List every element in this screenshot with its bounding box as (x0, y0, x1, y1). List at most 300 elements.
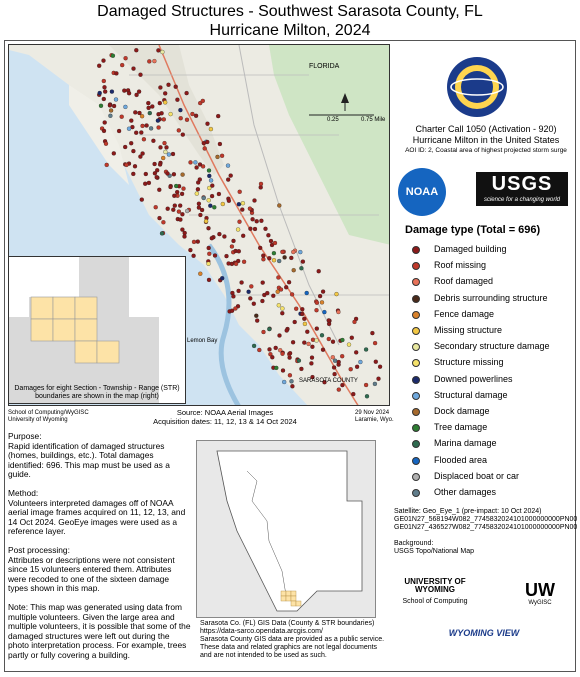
damage-point (277, 259, 281, 263)
damage-point (153, 171, 157, 175)
charter-line-2: Hurricane Milton in the United States (412, 135, 560, 145)
damage-point (274, 366, 278, 370)
damage-point (261, 281, 265, 285)
damage-point (124, 56, 128, 60)
damage-point (171, 152, 175, 156)
damage-point (217, 232, 221, 236)
legend-marker-icon (412, 392, 420, 400)
damage-point (321, 348, 325, 352)
damage-point (241, 234, 245, 238)
source-line-2: Acquisition dates: 11, 12, 13 & 14 Oct 2024 (153, 417, 297, 426)
damage-point (267, 327, 271, 331)
damage-point (202, 196, 206, 200)
damage-point (110, 90, 114, 94)
damage-point (202, 141, 206, 145)
state-label: FLORIDA (309, 63, 340, 70)
damage-point (290, 384, 294, 388)
damage-point (297, 359, 301, 363)
inset-canvas (9, 257, 185, 403)
damage-point (365, 394, 369, 398)
damage-point (139, 131, 143, 135)
damage-point (240, 208, 244, 212)
damage-point (198, 213, 202, 217)
legend-marker-icon (412, 376, 420, 384)
damage-point (234, 262, 238, 266)
damage-point (171, 208, 175, 212)
damage-point (103, 121, 107, 125)
damage-point (156, 119, 160, 123)
legend-marker-icon (412, 457, 420, 465)
damage-point (162, 117, 166, 121)
damage-point (120, 115, 124, 119)
damage-point (174, 184, 178, 188)
damage-point (200, 208, 204, 212)
damage-point (210, 194, 214, 198)
damage-point (102, 59, 106, 63)
damage-point (259, 219, 263, 223)
damage-point (218, 142, 222, 146)
damage-point (158, 86, 162, 90)
purpose-heading: Purpose: (8, 431, 42, 441)
damage-point (261, 254, 265, 258)
damage-point (280, 250, 284, 254)
damage-point (166, 172, 170, 176)
damage-point (144, 172, 148, 176)
str-inset-map (8, 256, 186, 404)
damage-point (364, 348, 368, 352)
damage-point (161, 156, 165, 160)
method-text: Volunteers interpreted damages off of NOAA aerial image frames acquired on 11, 12, 13, and 14 Oct 2024. GeoEye images were used as a reference layer. (8, 497, 186, 537)
damage-point (150, 105, 154, 109)
damage-point (209, 178, 213, 182)
damage-point (167, 153, 171, 157)
damage-point (192, 254, 196, 258)
damage-point (105, 163, 109, 167)
damage-point (262, 330, 266, 334)
legend-label: Other damages (434, 487, 497, 497)
damage-point (255, 319, 259, 323)
damage-point (310, 356, 314, 360)
damage-point (253, 227, 257, 231)
damage-point (317, 269, 321, 273)
damage-point (279, 288, 283, 292)
damage-point (134, 48, 138, 52)
damage-point (143, 182, 147, 186)
damage-point (99, 104, 103, 108)
left-footer (8, 410, 89, 424)
damage-point (145, 124, 149, 128)
damage-point (103, 85, 107, 89)
damage-point (249, 284, 253, 288)
damage-point (208, 204, 212, 208)
damage-point (169, 112, 173, 116)
damage-point (206, 122, 210, 126)
damage-point (97, 64, 101, 68)
damage-point (192, 240, 196, 244)
damage-point (104, 142, 108, 146)
damage-point (182, 187, 186, 191)
legend-label: Downed powerlines (434, 373, 513, 384)
damage-point (108, 114, 112, 118)
damage-point (196, 187, 200, 191)
right-footer-line-2: Laramie, Wyo. (355, 417, 394, 423)
damage-point (180, 212, 184, 216)
damage-point (141, 124, 145, 128)
damage-point (322, 310, 326, 314)
damage-point (233, 307, 237, 311)
damage-point (177, 128, 181, 132)
damage-point (122, 89, 126, 93)
damage-point (302, 317, 306, 321)
damage-point (138, 111, 142, 115)
damage-point (305, 330, 309, 334)
damage-point (232, 239, 236, 243)
damage-point (123, 105, 127, 109)
damage-point (135, 93, 139, 97)
damage-point (261, 257, 265, 261)
damage-point (248, 227, 252, 231)
damage-point (207, 169, 211, 173)
damage-point (134, 131, 138, 135)
damage-point (159, 145, 163, 149)
damage-point (290, 379, 294, 383)
damage-point (353, 320, 357, 324)
damage-point (172, 194, 176, 198)
damage-point (178, 204, 182, 208)
title-line-2: Hurricane Milton, 2024 (209, 22, 371, 39)
damage-point (291, 250, 295, 254)
damage-point (321, 290, 325, 294)
damage-point (264, 227, 268, 231)
damage-point (276, 276, 280, 280)
damage-point (283, 255, 287, 259)
usgs-tagline: science for a changing world (483, 197, 561, 203)
damage-point (195, 192, 199, 196)
damage-point (226, 164, 230, 168)
legend-marker-icon (412, 489, 420, 497)
damage-point (157, 112, 161, 116)
damage-point (147, 59, 151, 63)
damage-point (248, 207, 252, 211)
damage-point (210, 184, 214, 188)
damage-point (252, 344, 256, 348)
damage-point (238, 190, 242, 194)
usgs-logo-icon (476, 172, 568, 206)
damage-point (309, 361, 313, 365)
credit-line-2: https://data-sarco.opendata.arcgis.com/ (200, 628, 323, 635)
source-line-1: Source: NOAA Aerial Images (176, 408, 274, 417)
damage-point (196, 240, 200, 244)
damage-point (281, 369, 285, 373)
damage-point (237, 202, 241, 206)
damage-point (237, 249, 241, 253)
damage-point (281, 352, 285, 356)
damage-point (277, 303, 281, 307)
damage-point (161, 220, 165, 224)
damage-point (98, 91, 102, 95)
damage-point (225, 254, 229, 258)
county-label: SARASOTA COUNTY (299, 378, 358, 384)
damage-point (163, 91, 167, 95)
damage-point (273, 241, 277, 245)
damage-point (332, 366, 336, 370)
damage-point (201, 99, 205, 103)
damage-point (364, 383, 368, 387)
damage-point (231, 294, 235, 298)
damage-point (108, 103, 112, 107)
damage-point (147, 181, 151, 185)
damage-point (148, 111, 152, 115)
legend-marker-icon (412, 327, 420, 335)
legend-marker-icon (412, 473, 420, 481)
damage-point (370, 331, 374, 335)
damage-point (248, 296, 252, 300)
damage-point (238, 220, 242, 224)
damage-point (285, 329, 289, 333)
damage-point (152, 59, 156, 63)
damage-point (204, 219, 208, 223)
credit-line-3: Sarasota County GIS data are provided as a public service. These data and related graphics are not legal documents and are not intended to be used as such. (200, 636, 385, 659)
right-footer (355, 410, 394, 424)
county-canvas (197, 441, 375, 617)
damage-point (188, 248, 192, 252)
right-footer-line-1: 29 Nov 2024 (355, 410, 390, 416)
damage-point (133, 164, 137, 168)
damage-point (146, 101, 150, 105)
damage-point (207, 174, 211, 178)
damage-point (109, 109, 113, 113)
damage-point (177, 210, 181, 214)
damage-point (190, 112, 194, 116)
damage-point (268, 347, 272, 351)
damage-point (265, 291, 269, 295)
description-panel (8, 432, 191, 669)
legend-label: Marina damage (434, 438, 497, 449)
damage-point (266, 233, 270, 237)
legend-label: Debris surrounding structure (434, 292, 548, 303)
damage-point (222, 235, 226, 239)
damage-point (374, 360, 378, 364)
damage-point (373, 341, 377, 345)
uw-mark: UW (525, 580, 555, 600)
damage-point (315, 308, 319, 312)
uw-logo (402, 578, 468, 606)
damage-point (197, 202, 201, 206)
damage-point (102, 129, 106, 133)
damage-point (138, 155, 142, 159)
legend-marker-icon (412, 295, 420, 303)
damage-point (303, 322, 307, 326)
damage-point (102, 97, 106, 101)
left-footer-line-1: School of Computing/WyGISC (8, 410, 89, 416)
damage-point (226, 178, 230, 182)
damage-point (337, 360, 341, 364)
damage-point (153, 162, 157, 166)
legend-label: Missing structure (434, 325, 503, 335)
damage-point (209, 127, 213, 131)
damage-point (300, 312, 304, 316)
damage-point (253, 199, 257, 203)
damage-point (333, 359, 337, 363)
damage-point (207, 252, 211, 256)
uw-name: UNIVERSITY OF WYOMING (404, 577, 466, 594)
damage-point (299, 367, 303, 371)
charter-logo-icon (446, 56, 508, 118)
damage-point (257, 348, 261, 352)
damage-point (221, 202, 225, 206)
damage-point (160, 231, 164, 235)
damage-point (207, 246, 211, 250)
damage-point (340, 338, 344, 342)
damage-point (133, 110, 137, 114)
damage-point (217, 192, 221, 196)
damage-point (240, 281, 244, 285)
damage-point (254, 314, 258, 318)
damage-point (163, 141, 167, 145)
charter-line-1: Charter Call 1050 (Activation - 920) (415, 124, 557, 134)
method-heading: Method: (8, 487, 39, 498)
damage-point (189, 160, 193, 164)
damage-point (301, 260, 305, 264)
left-footer-line-2: University of Wyoming (8, 417, 68, 423)
damage-point (290, 292, 294, 296)
damage-point (288, 373, 292, 377)
damage-point (377, 377, 381, 381)
damage-point (278, 334, 282, 338)
damage-point (277, 204, 281, 208)
damage-point (287, 280, 291, 284)
damage-point (336, 310, 340, 314)
damage-point (270, 355, 274, 359)
damage-point (165, 145, 169, 149)
damage-point (331, 340, 335, 344)
damage-point (288, 351, 292, 355)
damage-point (155, 175, 159, 179)
damage-point (300, 307, 304, 311)
damage-point (172, 172, 176, 176)
scale-label-left: 0.25 (327, 117, 339, 123)
damage-point (230, 245, 234, 249)
legend-label: Roof damaged (434, 276, 494, 287)
damage-point (166, 207, 170, 211)
damage-point (198, 163, 202, 167)
source-note (150, 408, 300, 426)
damage-point (274, 346, 278, 350)
post-processing-text: Attributes or descriptions were not consistent since 15 volunteers entered them. Attributes were recoded to one of the sixteen damage types shown in this map. (8, 554, 175, 594)
damage-point (318, 294, 322, 298)
damage-point (127, 91, 131, 95)
sarasota-county-map (196, 440, 376, 618)
noaa-logo-icon: NOAA (398, 168, 446, 216)
damage-point (185, 118, 189, 122)
satellite-line-2: GE01N27_568194W082_7745832024101000000000PN00 (394, 516, 578, 523)
damage-point (216, 114, 220, 118)
damage-point (180, 192, 184, 196)
damage-point (174, 85, 178, 89)
damage-point (207, 198, 211, 202)
damage-point (207, 278, 211, 282)
damage-point (129, 119, 133, 123)
damage-point (258, 246, 262, 250)
damage-point (111, 54, 115, 58)
damage-point (299, 266, 303, 270)
sarasota-credit (200, 620, 386, 660)
damage-point (198, 178, 202, 182)
damage-point (179, 116, 183, 120)
damage-point (373, 382, 377, 386)
scale-label-right: 0.75 Mile (361, 117, 386, 123)
satellite-line-1: Satellite: Geo_Eye_1 (pre-impact: 10 Oct 2024) (394, 508, 542, 515)
damage-point (156, 48, 160, 52)
damage-point (331, 355, 335, 359)
damage-point (354, 350, 358, 354)
damage-point (207, 226, 211, 230)
damage-point (272, 251, 276, 255)
damage-point (236, 228, 240, 232)
damage-point (198, 272, 202, 276)
damage-point (320, 333, 324, 337)
damage-point (175, 190, 179, 194)
damage-point (335, 292, 339, 296)
damage-point (213, 254, 217, 258)
uw-wygisc-logo (510, 580, 570, 606)
damage-point (123, 145, 127, 149)
legend-marker-icon (412, 311, 420, 319)
background-value: USGS Topo/National Map (394, 548, 475, 555)
damage-point (252, 302, 256, 306)
damage-point (220, 154, 224, 158)
damage-point (237, 289, 241, 293)
damage-point (259, 182, 263, 186)
damage-point (131, 149, 135, 153)
damage-point (280, 307, 284, 311)
damage-point (305, 291, 309, 295)
damage-point (247, 290, 251, 294)
damage-point (327, 318, 331, 322)
damage-point (315, 339, 319, 343)
title-line-1: Damaged Structures - Southwest Sarasota County, FL (97, 3, 483, 20)
damage-point (114, 71, 118, 75)
inset-caption: Damages for eight Section - Township - Range (STR) boundaries are shown in the map (right) (14, 385, 180, 400)
charter-info (394, 124, 578, 155)
damage-point (282, 380, 286, 384)
damage-point (178, 218, 182, 222)
damage-point (272, 258, 276, 262)
damage-point (167, 83, 171, 87)
damage-point (158, 101, 162, 105)
legend-label: Displaced boat or car (434, 470, 520, 481)
background-head: Background: (394, 540, 434, 547)
legend-label: Structure missing (434, 357, 504, 368)
damage-point (349, 367, 353, 371)
wyoming-view-logo: WYOMING VIEW (448, 628, 520, 638)
damage-point (149, 126, 153, 130)
damage-point (212, 205, 216, 209)
damage-point (181, 173, 185, 177)
damage-point (180, 228, 184, 232)
damage-point (131, 172, 135, 176)
damage-point (260, 299, 264, 303)
damage-point (229, 174, 233, 178)
damage-point (347, 343, 351, 347)
damage-point (289, 256, 293, 260)
damage-point (351, 392, 355, 396)
legend-label: Secondary structure damage (434, 341, 550, 352)
legend-marker-icon (412, 408, 420, 416)
damage-point (194, 114, 198, 118)
damage-point (333, 372, 337, 376)
damage-point (227, 199, 231, 203)
